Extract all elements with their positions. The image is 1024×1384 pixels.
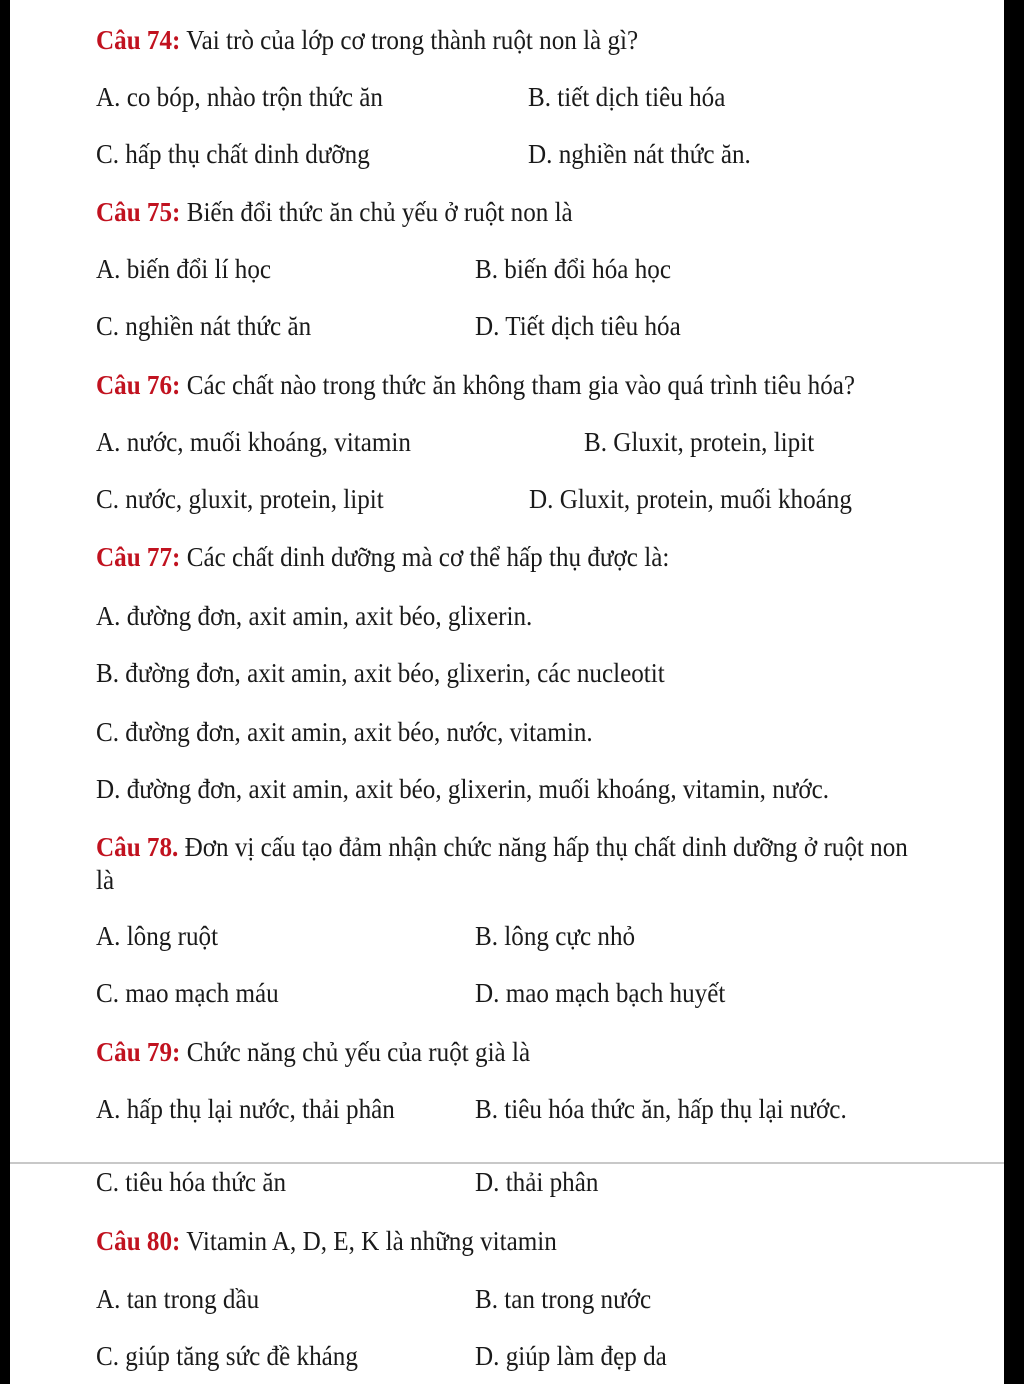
question-77 (96, 541, 669, 573)
question-label-sep: : (172, 197, 181, 227)
question-label: Câu 80 (96, 1226, 173, 1256)
option-c: C. đường đơn, axit amin, axit béo, nước, vitamin. (96, 717, 593, 747)
option-a: A. biến đổi lí học (96, 254, 272, 284)
question-label-sep: : (172, 370, 181, 400)
question-text: Vai trò của lớp cơ trong thành ruột non là gì? (180, 25, 639, 55)
question-text: Biến đổi thức ăn chủ yếu ở ruột non là (180, 197, 573, 227)
option-c: C. giúp tăng sức đề kháng (96, 1341, 358, 1371)
question-label: Câu 75 (96, 197, 173, 227)
question-label: Câu 79 (96, 1037, 173, 1067)
option-b: B. tan trong nước (475, 1284, 652, 1314)
question-label-sep: : (172, 1226, 181, 1256)
option-c: C. nước, gluxit, protein, lipit (96, 484, 384, 514)
option-b: B. lông cực nhỏ (475, 921, 636, 951)
question-text: Các chất dinh dưỡng mà cơ thể hấp thụ được là: (180, 542, 670, 572)
question-74 (96, 24, 638, 56)
option-b: B. Gluxit, protein, lipit (584, 427, 815, 457)
option-d: D. đường đơn, axit amin, axit béo, glixerin, muối khoáng, vitamin, nước. (96, 774, 830, 804)
question-label-sep: : (172, 542, 181, 572)
question-label: Câu 78 (96, 832, 173, 862)
option-a: A. nước, muối khoáng, vitamin (96, 427, 411, 457)
document-page (10, 0, 1004, 1384)
question-75 (96, 196, 573, 228)
option-d: D. nghiền nát thức ăn. (528, 139, 751, 169)
question-label: Câu 77 (96, 542, 173, 572)
option-d: D. giúp làm đẹp da (475, 1341, 667, 1371)
option-a: A. lông ruột (96, 921, 219, 951)
option-c: C. nghiền nát thức ăn (96, 311, 312, 341)
question-79 (96, 1036, 530, 1068)
option-b: B. tiêu hóa thức ăn, hấp thụ lại nước. (475, 1094, 847, 1124)
option-b: B. tiết dịch tiêu hóa (528, 82, 726, 112)
option-c: C. hấp thụ chất dinh dưỡng (96, 139, 370, 169)
question-78 (96, 831, 908, 863)
option-d: D. Tiết dịch tiêu hóa (475, 311, 681, 341)
question-label: Câu 74 (96, 25, 173, 55)
option-a: A. tan trong dầu (96, 1284, 260, 1314)
question-text: Đơn vị cấu tạo đảm nhận chức năng hấp thụ chất dinh dưỡng ở ruột non (178, 832, 908, 862)
question-label-sep: . (172, 832, 179, 862)
option-d: D. thải phân (475, 1167, 599, 1197)
option-b: B. biến đổi hóa học (475, 254, 671, 284)
option-c: C. tiêu hóa thức ăn (96, 1167, 287, 1197)
option-c: C. mao mạch máu (96, 978, 279, 1008)
page-divider (10, 1162, 1004, 1164)
question-text: Vitamin A, D, E, K là những vitamin (180, 1226, 557, 1256)
question-text: Các chất nào trong thức ăn không tham gia vào quá trình tiêu hóa? (180, 370, 856, 400)
question-80 (96, 1225, 557, 1257)
question-label: Câu 76 (96, 370, 173, 400)
option-a: A. đường đơn, axit amin, axit béo, glixerin. (96, 601, 533, 631)
question-label-sep: : (172, 25, 181, 55)
question-78-continuation: là (96, 865, 115, 895)
question-76 (96, 369, 855, 401)
option-d: D. Gluxit, protein, muối khoáng (529, 484, 852, 514)
option-d: D. mao mạch bạch huyết (475, 978, 726, 1008)
option-b: B. đường đơn, axit amin, axit béo, glixerin, các nucleotit (96, 658, 665, 688)
option-a: A. hấp thụ lại nước, thải phân (96, 1094, 395, 1124)
question-text: Chức năng chủ yếu của ruột già là (180, 1037, 531, 1067)
question-label-sep: : (172, 1037, 181, 1067)
option-a: A. co bóp, nhào trộn thức ăn (96, 82, 383, 112)
